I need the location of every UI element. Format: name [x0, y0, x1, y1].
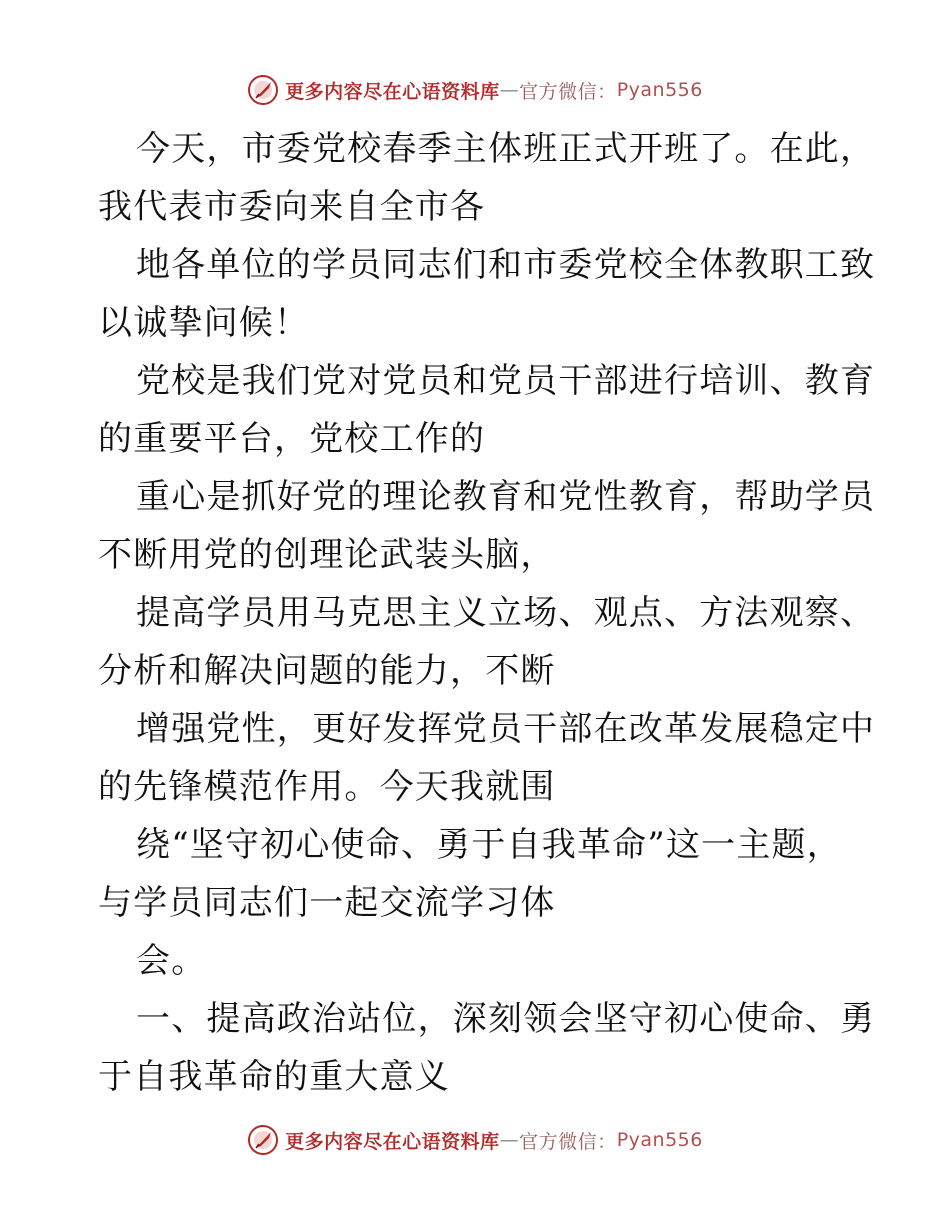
watermark-banner-top: [0, 70, 950, 110]
text-line: 党校是我们党对党员和党员干部进行培训、教育: [136, 361, 876, 401]
text-line: 于自我革命的重大意义: [98, 1057, 450, 1097]
body-text: [98, 120, 876, 1106]
watermark-dash: —: [499, 79, 520, 101]
text-line: 的重要平台，党校工作的: [98, 419, 486, 459]
text-line: 与学员同志们一起交流学习体: [98, 883, 556, 923]
text-line: 分析和解决问题的能力，不断: [98, 651, 556, 691]
text-line: 以诚挚问候！: [98, 303, 310, 343]
watermark-tail-text: 官方微信：: [519, 1130, 617, 1153]
text-line: 会。: [136, 941, 207, 981]
text-line: 不断用党的创理论武装头脑，: [98, 535, 556, 575]
text-line: 提高学员用马克思主义立场、观点、方法观察、: [136, 593, 876, 633]
watermark-handle: Pyan556: [616, 1129, 703, 1151]
text-line: 今天，市委党校春季主体班正式开班了。在此，: [136, 129, 876, 169]
quill-logo-icon: [247, 1124, 279, 1156]
text-line: 重心是抓好党的理论教育和党性教育，帮助学员: [136, 477, 876, 517]
quill-logo-icon: [247, 74, 279, 106]
text-line: 一、提高政治站位，深刻领会坚守初心使命、勇: [136, 999, 876, 1039]
text-line: 地各单位的学员同志们和市委党校全体教职工致: [136, 245, 876, 285]
watermark-dash: —: [499, 1129, 520, 1151]
watermark-banner-bottom: [0, 1120, 950, 1160]
watermark-lead-text: 更多内容尽在心语资料库: [285, 1130, 500, 1153]
watermark-lead-text: 更多内容尽在心语资料库: [285, 80, 500, 103]
text-line: 的先锋模范作用。今天我就围: [98, 767, 556, 807]
watermark-handle: Pyan556: [616, 79, 703, 101]
watermark-tail-text: 官方微信：: [519, 80, 617, 103]
text-line: 绕“坚守初心使命、勇于自我革命”这一主题，: [136, 825, 842, 865]
text-line: 我代表市委向来自全市各: [98, 187, 486, 227]
text-line: 增强党性，更好发挥党员干部在改革发展稳定中: [136, 709, 876, 749]
